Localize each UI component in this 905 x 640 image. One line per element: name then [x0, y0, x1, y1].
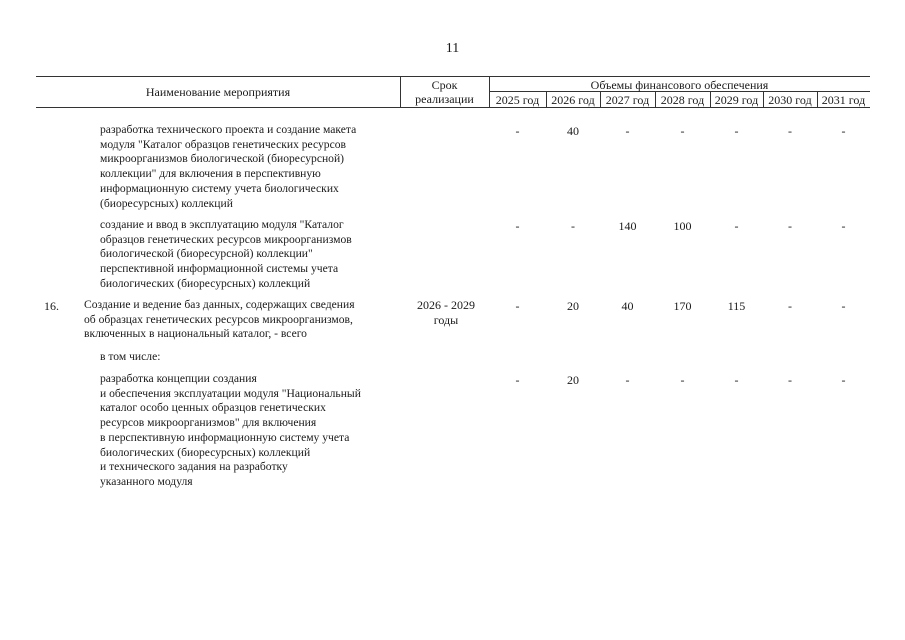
table-cell-value: - — [841, 373, 846, 387]
table-row-period: 2026 - 2029 годы — [417, 298, 475, 327]
row-number: 16. — [44, 299, 59, 313]
table-cell-value: - — [680, 373, 685, 387]
year-header: 2028 год — [660, 93, 705, 107]
table-cell-value: 40 — [567, 124, 579, 138]
year-header: 2027 год — [605, 93, 650, 107]
table-cell-value: 20 — [567, 299, 579, 313]
table-cell-value: 115 — [727, 299, 746, 313]
table-cell-value: - — [515, 219, 520, 233]
year-header: 2026 год — [551, 93, 595, 107]
table-cell-value: - — [788, 124, 792, 138]
table-cell-value: - — [788, 219, 792, 233]
table-cell-value: - — [625, 373, 630, 387]
table-row-description: Создание и ведение баз данных, содержащих сведения об образцах генетических ресурсов микроорганизмов, включенных в национальный каталог, - всего — [84, 298, 355, 341]
table-cell-value: - — [734, 124, 739, 138]
table-cell-value: - — [788, 373, 792, 387]
header-name-column: Наименование мероприятия — [145, 85, 291, 99]
table-cell-value: - — [571, 219, 575, 233]
table-cell-value: 170 — [673, 299, 692, 313]
table-cell-value: - — [515, 299, 520, 313]
table-cell-value: - — [734, 219, 739, 233]
header-period-line2: реализации — [415, 92, 474, 106]
table-cell-value: 40 — [621, 299, 634, 313]
table-cell-value: - — [841, 299, 846, 313]
table-cell-value: - — [841, 124, 846, 138]
year-header: 2031 год — [821, 93, 866, 107]
table-cell-value: - — [515, 373, 520, 387]
table-row-description: создание и ввод в эксплуатацию модуля "Каталог образцов генетических ресурсов микроорганизмов биологической (биоресурсной) коллекции" перспективной информационной системы учета биологических (биоресурсных) коллекций — [100, 218, 352, 290]
table-cell-value: 100 — [673, 219, 692, 233]
header-period-line1: Срок — [431, 78, 458, 92]
page-number: 11 — [445, 41, 460, 56]
header-bottom-rule — [36, 107, 870, 108]
table-cell-value: - — [515, 124, 520, 138]
year-header: 2029 год — [714, 93, 759, 107]
table-cell-value: 20 — [567, 373, 579, 387]
table-cell-value: - — [625, 124, 630, 138]
header-funding-column: Объемы финансового обеспечения — [590, 78, 769, 92]
year-header: 2025 год — [495, 93, 540, 107]
table-row-description: в том числе: — [100, 350, 161, 363]
table-top-rule — [36, 76, 870, 77]
table-cell-value: - — [841, 219, 846, 233]
year-header: 2030 год — [768, 93, 812, 107]
table-row-description: разработка технического проекта и создание макета модуля "Каталог образцов генетических ресурсов микроорганизмов биологической (биоресурсной) коллекции" для включения в перспективную информационную систему учета биологических (биоресурсных) коллекций — [100, 123, 357, 210]
table-cell-value: 140 — [618, 219, 637, 233]
table-cell-value: - — [788, 299, 792, 313]
table-row-description: разработка концепции создания и обеспечения эксплуатации модуля "Национальный каталог особо ценных образцов генетических ресурсов микроорганизмов" для включения в перспективную информационную систему учета биологических (биоресурсных) коллекций и технического задания на разработку указанного модуля — [100, 372, 361, 488]
table-cell-value: - — [680, 124, 685, 138]
table-cell-value: - — [734, 373, 739, 387]
